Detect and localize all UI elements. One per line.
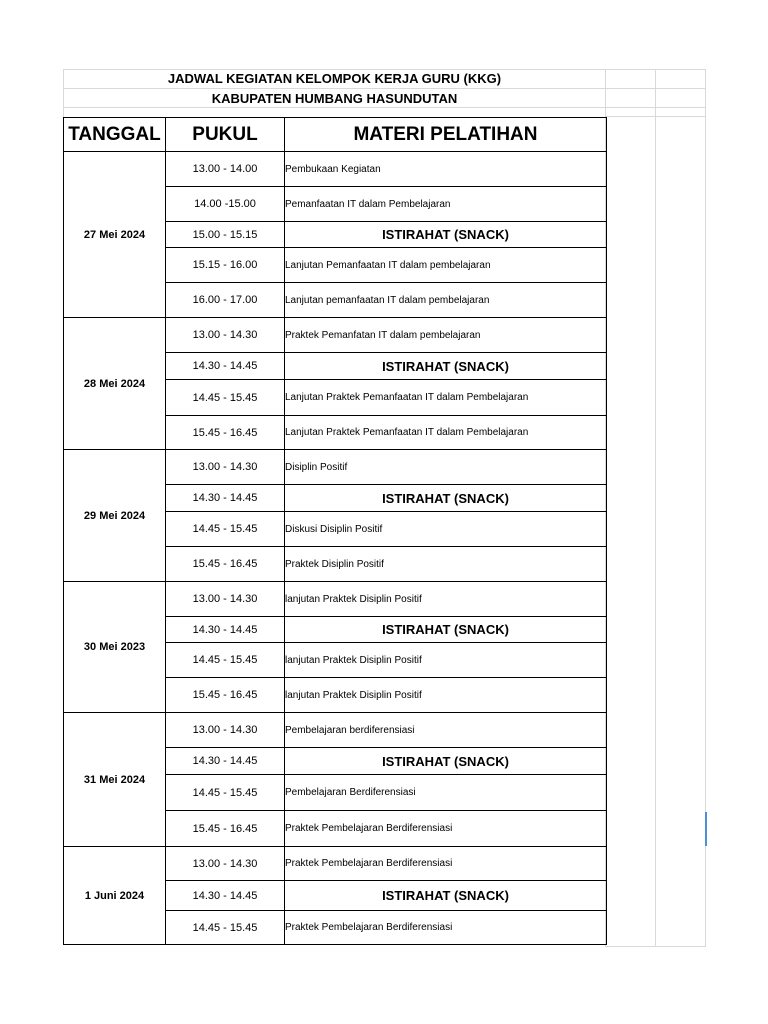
date-cell: 28 Mei 2024 bbox=[64, 318, 166, 450]
time-cell: 16.00 - 17.00 bbox=[166, 283, 285, 318]
table-row bbox=[64, 152, 607, 187]
activity-cell: Praktek Pemanfatan IT dalam pembelajaran bbox=[285, 318, 607, 353]
time-cell: 14.30 - 14.45 bbox=[166, 353, 285, 380]
date-cell: 29 Mei 2024 bbox=[64, 450, 166, 582]
time-cell: 14.45 - 15.45 bbox=[166, 380, 285, 416]
break-cell: ISTIRAHAT (SNACK) bbox=[285, 222, 607, 248]
break-cell: ISTIRAHAT (SNACK) bbox=[285, 617, 607, 643]
time-cell: 14.30 - 14.45 bbox=[166, 617, 285, 643]
date-cell: 27 Mei 2024 bbox=[64, 152, 166, 318]
activity-cell: lanjutan Praktek Disiplin Positif bbox=[285, 678, 607, 713]
break-cell: ISTIRAHAT (SNACK) bbox=[285, 353, 607, 380]
break-cell: ISTIRAHAT (SNACK) bbox=[285, 485, 607, 512]
time-cell: 15.45 - 16.45 bbox=[166, 678, 285, 713]
break-cell: ISTIRAHAT (SNACK) bbox=[285, 748, 607, 775]
activity-cell: Praktek Pembelajaran Berdiferensiasi bbox=[285, 811, 607, 847]
time-cell: 14.30 - 14.45 bbox=[166, 485, 285, 512]
column-header-time: PUKUL bbox=[166, 118, 285, 152]
time-cell: 13.00 - 14.30 bbox=[166, 318, 285, 353]
gridline bbox=[63, 107, 706, 108]
activity-cell: Lanjutan Pemanfaatan IT dalam pembelajaran bbox=[285, 248, 607, 283]
gridline bbox=[655, 69, 656, 947]
break-cell: ISTIRAHAT (SNACK) bbox=[285, 881, 607, 911]
time-cell: 14.45 - 15.45 bbox=[166, 512, 285, 547]
cell-selection-edge bbox=[705, 812, 707, 846]
time-cell: 14.00 -15.00 bbox=[166, 187, 285, 222]
table-row bbox=[64, 713, 607, 748]
activity-cell: Pemanfaatan IT dalam Pembelajaran bbox=[285, 187, 607, 222]
table-row bbox=[64, 318, 607, 353]
activity-cell: Lanjutan Praktek Pemanfaatan IT dalam Pembelajaran bbox=[285, 416, 607, 450]
date-cell: 31 Mei 2024 bbox=[64, 713, 166, 847]
time-cell: 15.15 - 16.00 bbox=[166, 248, 285, 283]
gridline bbox=[63, 69, 706, 70]
activity-cell: Praktek Disiplin Positif bbox=[285, 547, 607, 582]
time-cell: 14.45 - 15.45 bbox=[166, 911, 285, 945]
gridline bbox=[606, 946, 706, 947]
time-cell: 15.45 - 16.45 bbox=[166, 811, 285, 847]
activity-cell: Lanjutan Praktek Pemanfaatan IT dalam Pembelajaran bbox=[285, 380, 607, 416]
time-cell: 15.45 - 16.45 bbox=[166, 547, 285, 582]
date-cell: 30 Mei 2023 bbox=[64, 582, 166, 713]
column-header-date: TANGGAL bbox=[64, 118, 166, 152]
time-cell: 14.45 - 15.45 bbox=[166, 643, 285, 678]
table-row bbox=[64, 450, 607, 485]
date-cell: 1 Juni 2024 bbox=[64, 847, 166, 945]
time-cell: 15.45 - 16.45 bbox=[166, 416, 285, 450]
activity-cell: lanjutan Praktek Disiplin Positif bbox=[285, 582, 607, 617]
time-cell: 13.00 - 14.30 bbox=[166, 713, 285, 748]
time-cell: 14.45 - 15.45 bbox=[166, 775, 285, 811]
activity-cell: Praktek Pembelajaran Berdiferensiasi bbox=[285, 911, 607, 945]
gridline bbox=[63, 88, 706, 89]
time-cell: 13.00 - 14.30 bbox=[166, 847, 285, 881]
activity-cell: Praktek Pembelajaran Berdiferensiasi bbox=[285, 847, 607, 881]
time-cell: 14.30 - 14.45 bbox=[166, 881, 285, 911]
activity-cell: Lanjutan pemanfaatan IT dalam pembelajaran bbox=[285, 283, 607, 318]
activity-cell: Disiplin Positif bbox=[285, 450, 607, 485]
activity-cell: lanjutan Praktek Disiplin Positif bbox=[285, 643, 607, 678]
activity-cell: Pembelajaran Berdiferensiasi bbox=[285, 775, 607, 811]
header-row bbox=[64, 118, 607, 152]
activity-cell: Pembelajaran berdiferensiasi bbox=[285, 713, 607, 748]
column-header-material: MATERI PELATIHAN bbox=[285, 118, 607, 152]
gridline bbox=[606, 116, 706, 117]
time-cell: 13.00 - 14.30 bbox=[166, 582, 285, 617]
table-row bbox=[64, 582, 607, 617]
time-cell: 13.00 - 14.30 bbox=[166, 450, 285, 485]
activity-cell: Pembukaan Kegiatan bbox=[285, 152, 607, 187]
activity-cell: Diskusi Disiplin Positif bbox=[285, 512, 607, 547]
time-cell: 14.30 - 14.45 bbox=[166, 748, 285, 775]
table-row bbox=[64, 847, 607, 881]
time-cell: 15.00 - 15.15 bbox=[166, 222, 285, 248]
time-cell: 13.00 - 14.00 bbox=[166, 152, 285, 187]
title-line-1: JADWAL KEGIATAN KELOMPOK KERJA GURU (KKG) bbox=[167, 71, 502, 86]
schedule-table bbox=[63, 117, 607, 945]
title-line-2: KABUPATEN HUMBANG HASUNDUTAN bbox=[211, 91, 458, 106]
